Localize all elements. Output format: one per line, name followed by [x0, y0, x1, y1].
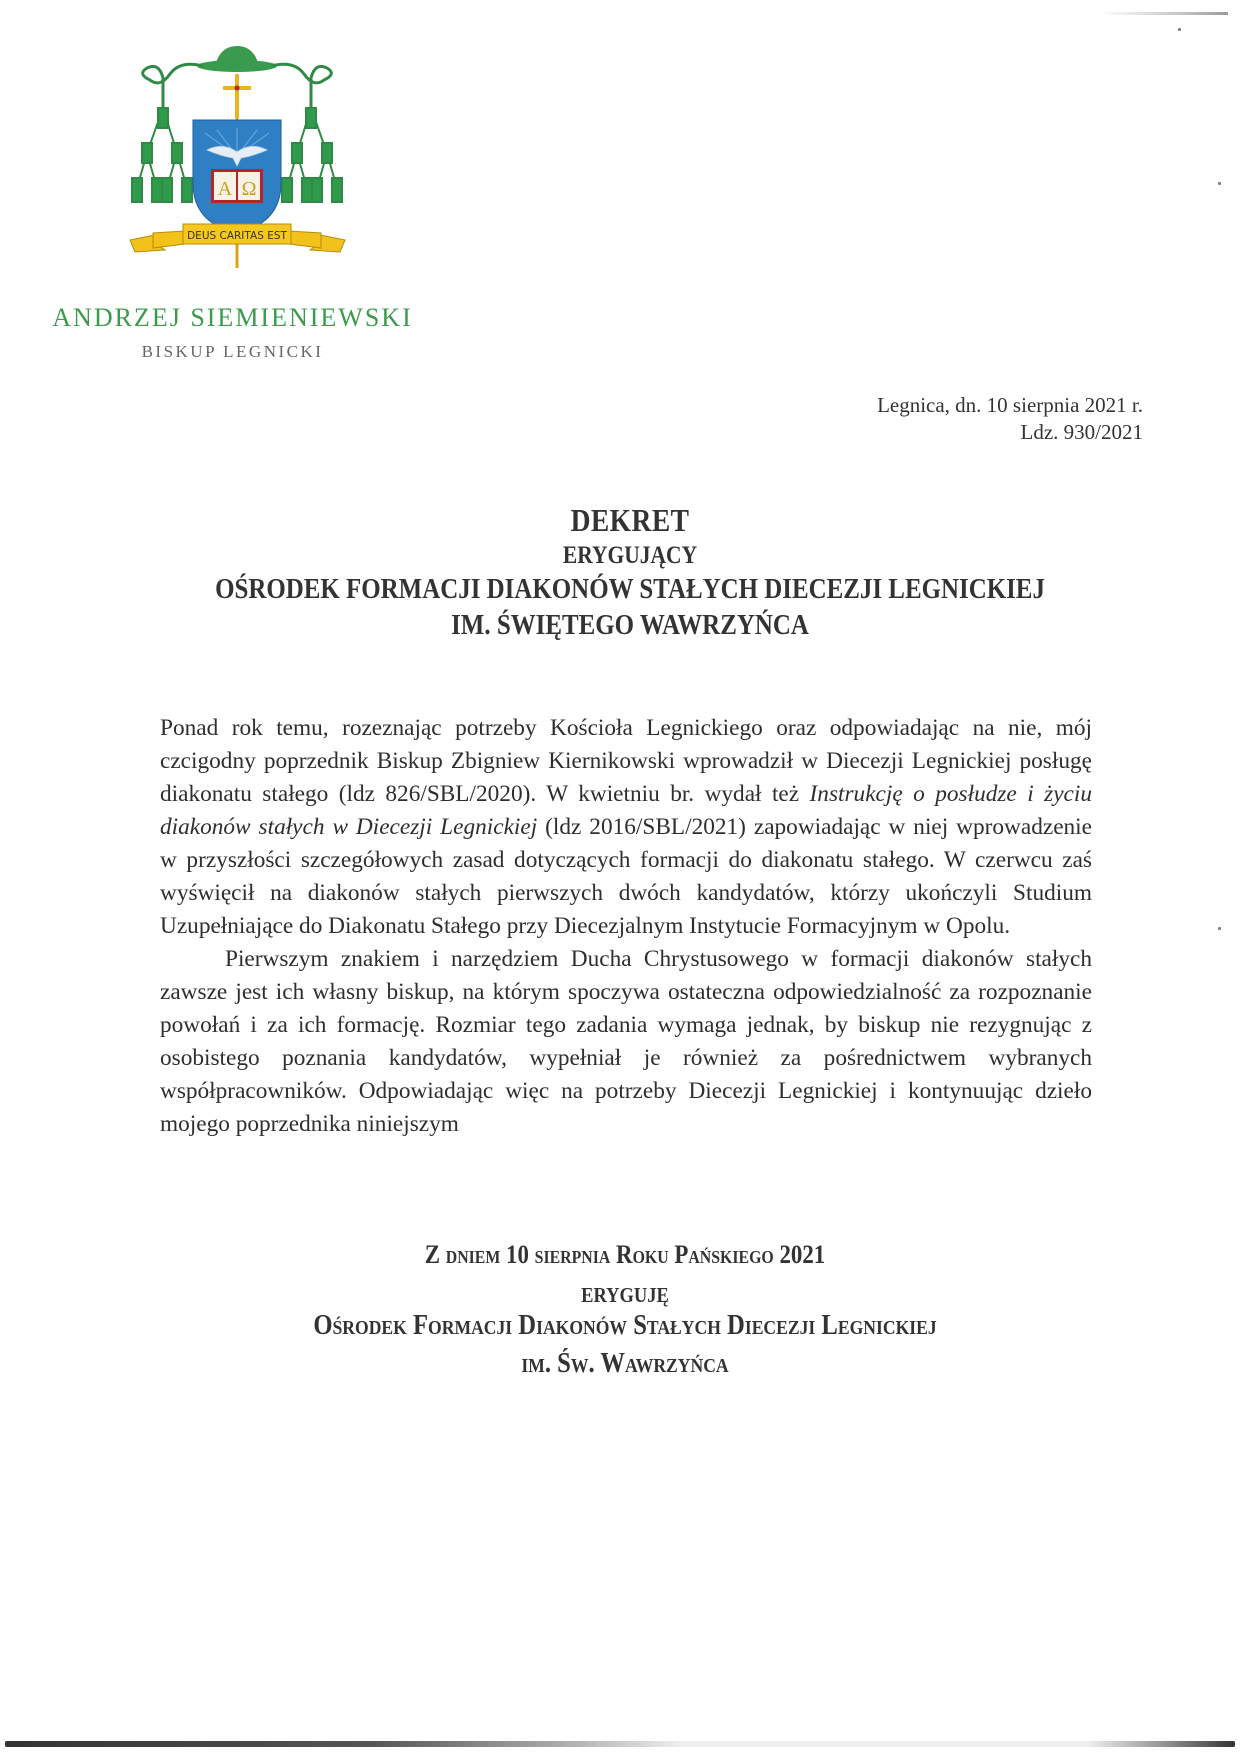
paragraph-1	[160, 712, 1092, 943]
scan-edge-top	[1100, 12, 1228, 15]
coat-of-arms-icon	[125, 38, 350, 278]
dateline	[877, 392, 1143, 446]
decree-verb: ERYGUJĘ	[581, 1283, 669, 1307]
heading-institution: OŚRODEK FORMACJI DIAKONÓW STAŁYCH DIECEZJI LEGNICKIEJ	[215, 573, 1045, 605]
coat-of-arms	[125, 38, 350, 278]
motto-text: DEUS CARITAS EST	[187, 230, 287, 242]
scan-speck	[1178, 28, 1181, 31]
paragraph-1-start: Ponad rok temu, rozeznając potrzeby Kościoła Legnickiego oraz odpowiadając na nie, mój czcigodny poprzednik Biskup Zbigniew Kiernikowski wprowadził w Diecezji Legnickiej posługę diakonatu stałego (ldz 826/SBL/2020). W kwietniu br. wydał też	[160, 715, 1092, 807]
heading-subtitle: ERYGUJĄCY	[562, 542, 698, 569]
paragraph-2: Pierwszym znakiem i narzędziem Ducha Chrystusowego w formacji diakonów stałych zawsze jest ich własny biskup, na którym spoczywa ostateczna odpowiedzialność za rozpoznanie powołań i za ich formację. Rozmiar tego zadania wymaga jednak, by biskup nie rezygnując z osobistego poznania kandydatów, wypełniał je również za pośrednictwem wybranych współpracowników. Odpowiadając więc na potrzeby Diecezji Legnickiej i kontynuując dzieło mojego poprzednika niniejszym	[160, 946, 1092, 1137]
bishop-title: BISKUP LEGNICKI	[141, 342, 324, 361]
instruction-title: Instrukcję o posłudze i życiu diakonów stałych w Diecezji Legnickiej	[160, 781, 1092, 840]
heading-patron: IM. ŚWIĘTEGO WAWRZYŃCA	[451, 609, 809, 641]
decree-institution: Ośrodek Formacji Diakonów Stałych Diecezji Legnickiej	[313, 1310, 937, 1341]
scan-speck	[1218, 182, 1221, 185]
heading-title: DEKRET	[570, 502, 690, 538]
body-text	[160, 712, 1092, 1141]
paragraph-1-end: (ldz 2016/SBL/2021) zapowiadając w niej wprowadzenie w przyszłości szczegółowych zasad dotyczących formacji do diakonatu stałego. W czerwcu zaś wyświęcił na diakonów stałych pierwszych dwóch kandydatów, którzy ukończyli Studium Uzupełniające do Diakonatu Stałego przy Diecezjalnym Instytucie Formacyjnym w Opolu.	[160, 814, 1092, 939]
scan-edge-bottom	[5, 1741, 1235, 1747]
decree-patron: im. Św. Wawrzyńca	[521, 1348, 729, 1379]
decree-date: Z dniem 10 sierpnia Roku Pańskiego 2021	[424, 1240, 826, 1269]
scan-speck	[1218, 927, 1221, 930]
place-date: Legnica, dn. 10 sierpnia 2021 r.	[877, 393, 1143, 417]
omega-letter: Ω	[241, 178, 257, 200]
bishop-name: ANDRZEJ SIEMIENIEWSKI	[52, 303, 413, 332]
reference-number: Ldz. 930/2021	[1020, 420, 1143, 444]
alpha-letter: A	[217, 178, 233, 200]
